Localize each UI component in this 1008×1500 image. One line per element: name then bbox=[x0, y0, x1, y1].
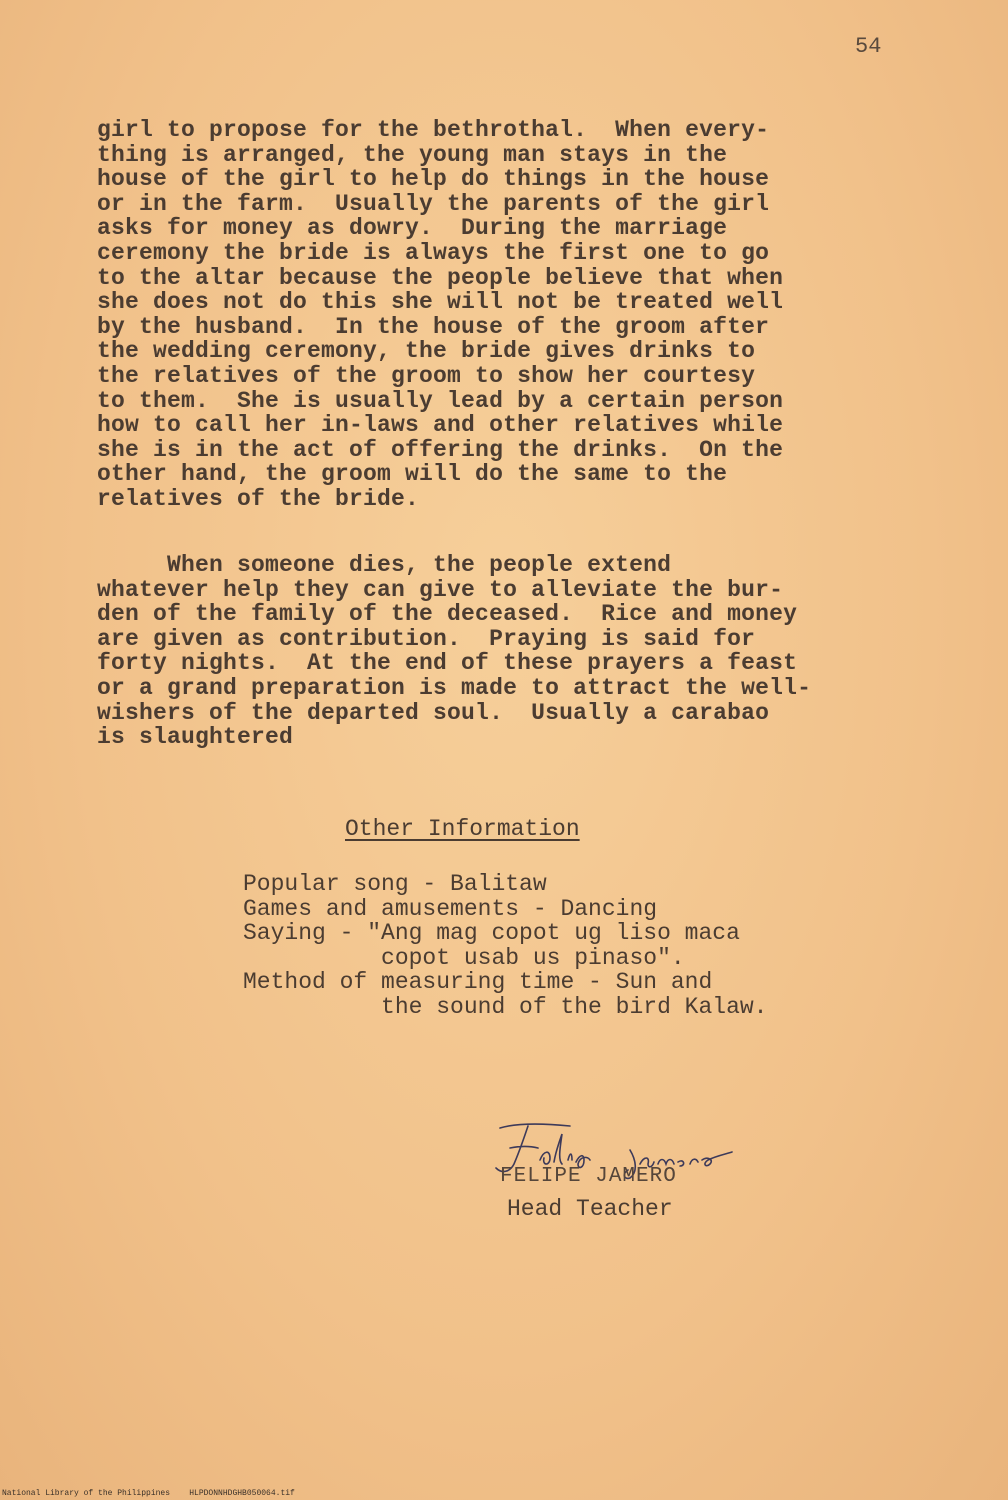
text-line: or a grand preparation is made to attract the well- bbox=[97, 674, 812, 701]
paragraph-death-customs bbox=[97, 553, 811, 750]
text-line: house of the girl to help do things in the house bbox=[97, 166, 770, 193]
text-line: forty nights. At the end of these prayers a feast bbox=[97, 650, 798, 677]
other-information-list bbox=[243, 872, 768, 1020]
signature-block bbox=[470, 1120, 750, 1230]
text-line: asks for money as dowry. During the marriage bbox=[97, 215, 728, 242]
text-line: she does not do this she will not be treated well bbox=[97, 289, 784, 316]
text-line: the wedding ceremony, the bride gives drinks to bbox=[97, 338, 756, 365]
text-line: or in the farm. Usually the parents of the girl bbox=[97, 190, 770, 217]
info-item: Popular song - Balitaw bbox=[243, 871, 547, 897]
text-line: are given as contribution. Praying is said for bbox=[97, 625, 756, 652]
text-line: is slaughtered bbox=[97, 724, 294, 751]
footer-source-note: National Library of the Philippines HLPDONNHDGHB050064.tif bbox=[2, 1489, 295, 1498]
text-line: she is in the act of offering the drinks. On the bbox=[97, 436, 784, 463]
text-line: When someone dies, the people extend bbox=[97, 552, 672, 578]
text-line: to the altar because the people believe that when bbox=[97, 264, 784, 291]
text-line: wishers of the departed soul. Usually a carabao bbox=[97, 699, 770, 726]
info-item: copot usab us pinaso". bbox=[243, 944, 685, 971]
text-line: girl to propose for the bethrothal. When every- bbox=[97, 117, 770, 143]
text-line: by the husband. In the house of the groom after bbox=[97, 313, 770, 340]
text-line: den of the family of the deceased. Rice and money bbox=[97, 601, 798, 628]
info-item: Games and amusements - Dancing bbox=[243, 895, 658, 922]
info-item: Saying - "Ang mag copot ug liso maca bbox=[243, 920, 740, 947]
text-line: relatives of the bride. bbox=[97, 485, 420, 512]
paragraph-marriage-customs bbox=[97, 118, 783, 512]
text-line: thing is arranged, the young man stays in the bbox=[97, 141, 728, 168]
text-line: whatever help they can give to alleviate the bur- bbox=[97, 576, 784, 603]
info-item: Method of measuring time - Sun and bbox=[243, 969, 713, 996]
text-line: other hand, the groom will do the same to the bbox=[97, 461, 728, 488]
signature-title: Head Teacher bbox=[507, 1196, 673, 1222]
info-item: the sound of the bird Kalaw. bbox=[243, 993, 768, 1020]
text-line: to them. She is usually lead by a certain person bbox=[97, 387, 784, 414]
page-number: 54 bbox=[855, 34, 882, 59]
signature-name: FELIPE JAMERO bbox=[500, 1165, 677, 1188]
text-line: how to call her in-laws and other relatives while bbox=[97, 412, 784, 439]
text-line: ceremony the bride is always the first one to go bbox=[97, 239, 770, 266]
section-title-other-information: Other Information bbox=[345, 816, 580, 842]
text-line: the relatives of the groom to show her courtesy bbox=[97, 362, 756, 389]
